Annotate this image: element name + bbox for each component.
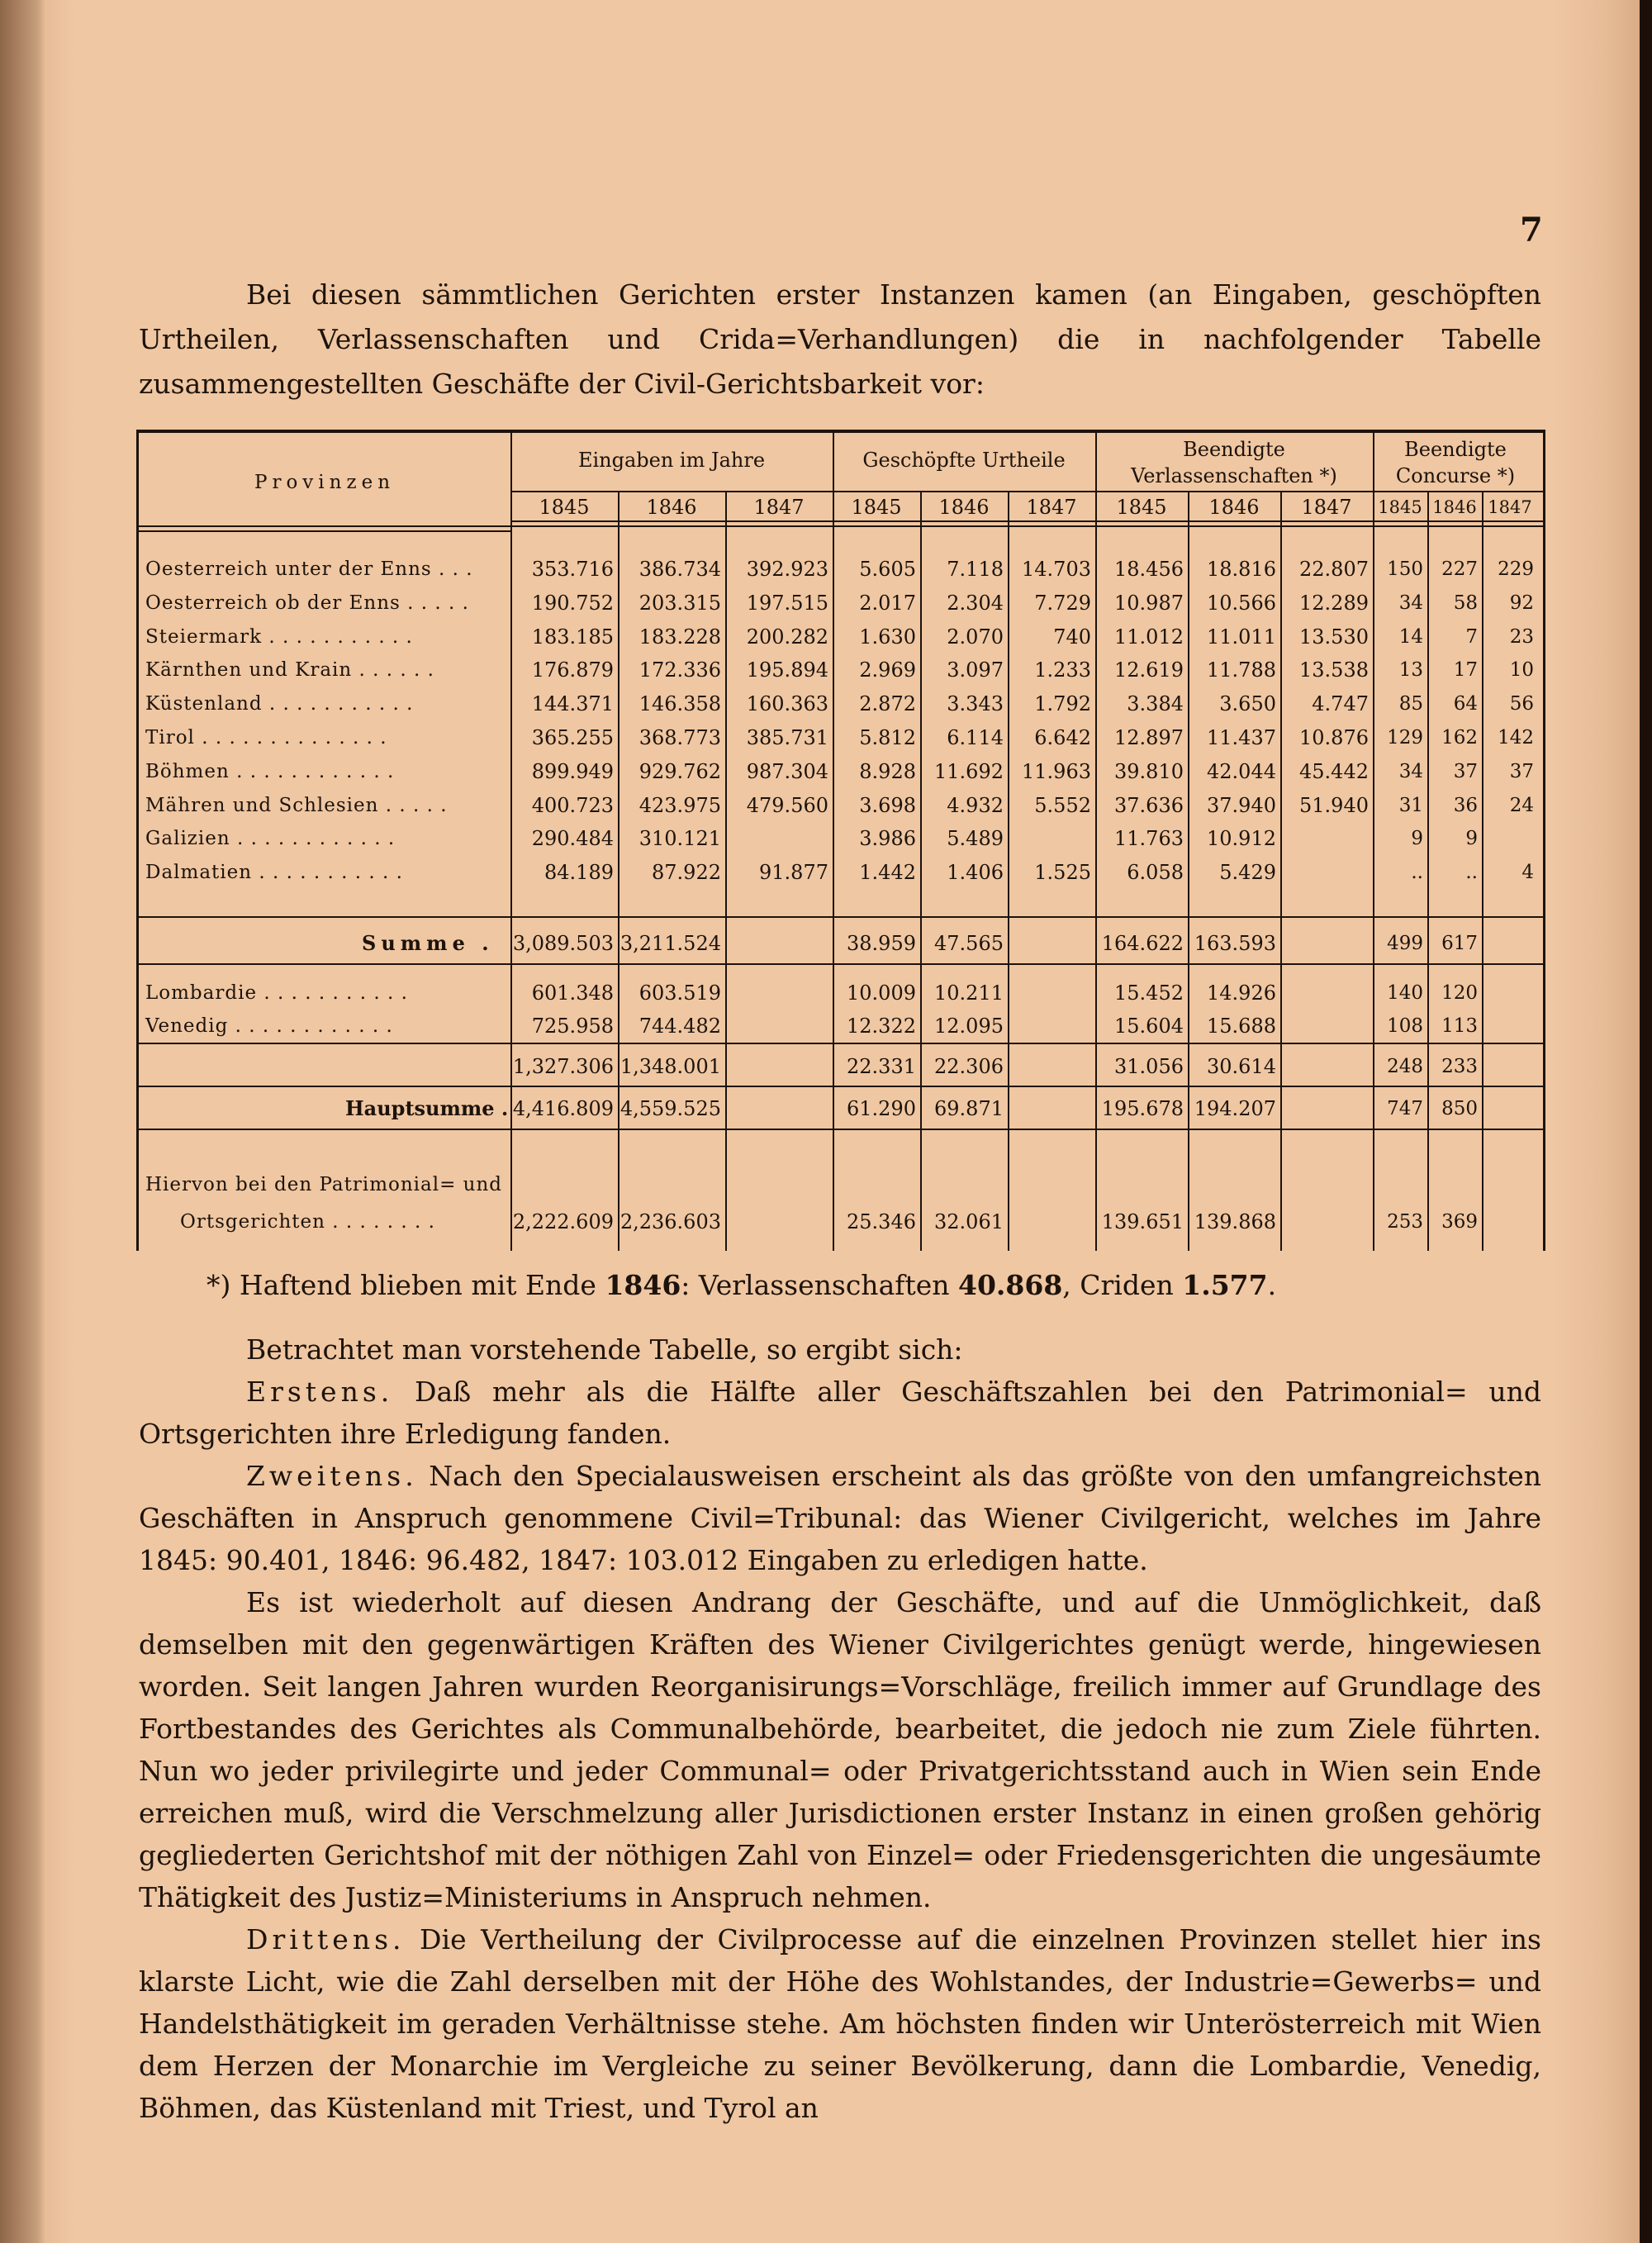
- year-header: 1845: [1378, 497, 1422, 517]
- year-header: 1847: [1026, 496, 1077, 519]
- summe-row-value: 47.565: [934, 932, 1004, 955]
- province-row-value: 13: [1398, 659, 1423, 682]
- lomb-row-value: 725.958: [531, 1015, 614, 1038]
- province-row-label: Böhmen . . . . . . . . . . . .: [145, 760, 395, 782]
- province-row-label: Oesterreich unter der Enns . . .: [145, 558, 473, 580]
- province-row-value: 423.975: [638, 793, 721, 817]
- hauptsumme-row-value: 194.207: [1194, 1097, 1276, 1120]
- province-row-value: 18.816: [1207, 558, 1276, 581]
- province-row-value: 11.011: [1207, 625, 1276, 649]
- province-row-value: 1.792: [1034, 692, 1091, 716]
- province-row-value: 14: [1398, 625, 1423, 648]
- lomb-row-value: 744.482: [638, 1015, 721, 1038]
- header-rule: [510, 520, 1543, 522]
- footnote-mid2: , Criden: [1062, 1269, 1183, 1301]
- summe-bottom-rule: [139, 963, 1543, 965]
- province-row-value: 176.879: [531, 658, 614, 682]
- province-row-value: 10.566: [1207, 591, 1276, 615]
- table-footnote: [206, 1269, 1276, 1301]
- year-header: 1847: [1488, 497, 1532, 517]
- province-row-value: ..: [1465, 862, 1478, 884]
- year-header: 1845: [1116, 496, 1167, 519]
- province-row-value: 1.406: [947, 861, 1004, 885]
- province-row-value: 899.949: [531, 759, 614, 783]
- footnote-prefix: *) Haftend blieben mit Ende: [206, 1269, 605, 1301]
- province-row-value: 197.515: [746, 591, 828, 615]
- province-row-value: 385.731: [746, 726, 828, 749]
- lomb-row-value: 120: [1441, 982, 1478, 1004]
- header-concurse-2: Concurse *): [1395, 464, 1516, 487]
- patrimonial-row-value: 25.346: [847, 1210, 916, 1233]
- patrimonial-row-value: 369: [1441, 1211, 1478, 1233]
- province-row-label: Kärnthen und Krain . . . . . .: [145, 659, 434, 682]
- province-row-value: 56: [1509, 693, 1534, 715]
- province-row-label: Mähren und Schlesien . . . . .: [145, 794, 448, 816]
- lomb-row-value: 108: [1387, 1015, 1423, 1037]
- lomb-sum-row-value: 1,327.306: [512, 1055, 614, 1078]
- lomb-sum-row-value: 30.614: [1207, 1055, 1276, 1078]
- footnote-criden: 1.577: [1182, 1269, 1268, 1301]
- province-row-value: 5.429: [1219, 861, 1276, 885]
- hauptsumme-row-value: 61.290: [847, 1097, 916, 1120]
- province-row-value: 479.560: [746, 793, 828, 817]
- province-row-value: 183.228: [638, 625, 721, 649]
- province-row-value: 183.185: [531, 625, 614, 649]
- year-header: 1846: [938, 496, 990, 519]
- province-row-value: 6.642: [1034, 726, 1091, 749]
- province-row-value: 6.058: [1127, 861, 1184, 885]
- province-row-value: ..: [1411, 862, 1423, 884]
- province-row-value: 6.114: [947, 726, 1004, 749]
- lomb-row-label: Lombardie . . . . . . . . . . .: [145, 982, 408, 1004]
- footnote-mid1: : Verlassenschaften: [681, 1269, 958, 1301]
- lomb-row-value: 12.322: [847, 1015, 916, 1038]
- province-row-value: 11.763: [1114, 827, 1184, 851]
- province-row-value: 12.897: [1114, 726, 1184, 749]
- province-row-value: 23: [1509, 625, 1534, 648]
- province-row-value: 13.538: [1299, 658, 1369, 682]
- province-row-value: 190.752: [531, 591, 614, 615]
- province-row-value: 5.552: [1034, 793, 1091, 817]
- province-row-label: Tirol . . . . . . . . . . . . . .: [145, 727, 387, 748]
- province-row-value: 9: [1465, 828, 1478, 850]
- province-row-value: 10.876: [1299, 726, 1369, 749]
- province-row-value: 2.017: [859, 591, 916, 615]
- province-row-value: 8.928: [859, 759, 916, 783]
- province-row-value: 3.384: [1127, 692, 1184, 716]
- province-row-value: 2.070: [947, 625, 1004, 649]
- year-header: 1846: [1432, 497, 1477, 517]
- province-row-value: 31: [1398, 794, 1423, 816]
- lomb-sum-row-value: 248: [1387, 1056, 1423, 1077]
- year-header: 1847: [753, 496, 805, 519]
- province-row-value: 3.097: [947, 658, 1004, 682]
- page-binding-shadow: [0, 0, 45, 2243]
- hauptsumme-label: Hauptsumme .: [345, 1096, 509, 1120]
- province-row-value: 365.255: [531, 726, 614, 749]
- summe-row-value: 164.622: [1101, 932, 1184, 955]
- patrimonial-label-1: Hiervon bei den Patrimonial= und: [145, 1174, 503, 1195]
- province-row-value: 10.987: [1114, 591, 1184, 615]
- patrimonial-row-value: 139.868: [1194, 1210, 1276, 1233]
- province-row-value: 92: [1509, 592, 1534, 614]
- year-header: 1845: [851, 496, 902, 519]
- hauptsumme-row-value: 195.678: [1101, 1097, 1184, 1120]
- province-row-value: 129: [1387, 727, 1423, 748]
- patrimonial-row-value: 32.061: [934, 1210, 1004, 1233]
- paragraph-zweitens: Zweitens. Nach den Specialausweisen erscheint als das größte von den umfangreichsten Geschäften in Anspruch genommene Civil=Tribunal: das Wiener Civilgericht, welches im Jahre 1845: 90.401, 1846: 96.482, 1847: 103.012 Eingaben zu erledigen hatte.: [139, 1460, 1541, 1576]
- lomb-row-value: 603.519: [638, 981, 721, 1005]
- province-row-value: 11.788: [1207, 658, 1276, 682]
- province-row-value: 37.636: [1114, 793, 1184, 817]
- province-row-value: 51.940: [1299, 793, 1369, 817]
- province-row-value: 7.729: [1034, 591, 1091, 615]
- province-row-value: 36: [1453, 794, 1478, 816]
- province-row-value: 34: [1398, 760, 1423, 782]
- province-row-value: 37: [1509, 760, 1534, 782]
- province-row-label: Oesterreich ob der Enns . . . . .: [145, 592, 469, 614]
- summe-row-value: 3,089.503: [512, 932, 614, 955]
- province-row-value: 7: [1465, 625, 1478, 648]
- header-rule: [510, 491, 1543, 492]
- lomb-sum-top-rule: [139, 1043, 1543, 1044]
- hauptsumme-row-value: 4,559.525: [620, 1097, 721, 1120]
- province-row-value: 7.118: [947, 558, 1004, 581]
- province-row-value: 386.734: [638, 558, 721, 581]
- body-text: [139, 1328, 1541, 2129]
- province-row-value: 34: [1398, 592, 1423, 614]
- province-row-value: 146.358: [638, 692, 721, 716]
- province-row-value: 368.773: [638, 726, 721, 749]
- province-row-value: 200.282: [746, 625, 828, 649]
- province-row-value: 929.762: [638, 759, 721, 783]
- province-row-value: 160.363: [746, 692, 828, 716]
- province-row-value: 3.986: [859, 827, 916, 851]
- lomb-row-value: 113: [1441, 1015, 1478, 1037]
- province-row-value: 11.012: [1114, 625, 1184, 649]
- province-row-value: 14.703: [1022, 558, 1091, 581]
- province-row-value: 2.304: [947, 591, 1004, 615]
- province-row-value: 17: [1453, 659, 1478, 682]
- province-row-value: 58: [1453, 592, 1478, 614]
- paragraph-erstens: Erstens. Daß mehr als die Hälfte aller Geschäftszahlen bei den Patrimonial= und Ortsgerichten ihre Erledigung fanden.: [139, 1376, 1541, 1450]
- province-row-value: 5.812: [859, 726, 916, 749]
- page-number: 7: [1520, 211, 1543, 249]
- summe-row-value: 499: [1387, 933, 1423, 954]
- province-row-value: 45.442: [1299, 759, 1369, 783]
- province-row-label: Küstenland . . . . . . . . . . .: [145, 693, 414, 715]
- summe-row-value: 163.593: [1194, 932, 1276, 955]
- lomb-row-value: 10.211: [934, 981, 1004, 1005]
- header-concurse-1: Beendigte: [1404, 438, 1507, 461]
- province-row-value: 37.940: [1207, 793, 1276, 817]
- header-eingaben: Eingaben im Jahre: [577, 449, 766, 472]
- intro-paragraph: Bei diesen sämmtlichen Gerichten erster Instanzen kamen (an Eingaben, geschöpften Urtheilen, Verlassenschaften und Crida=Verhandlungen) die in nachfolgender Tabelle zusammengestellten Geschäfte der Civil-Gerichtsbarkeit vor:: [139, 278, 1541, 400]
- patrimonial-row-value: 2,222.609: [512, 1210, 614, 1233]
- province-row-value: 12.289: [1299, 591, 1369, 615]
- province-row-value: 4.932: [947, 793, 1004, 817]
- province-row-value: 172.336: [638, 658, 721, 682]
- province-row-value: 10: [1509, 659, 1534, 682]
- province-row-value: 290.484: [531, 827, 614, 851]
- header-verlassenschaften-2: Verlassenschaften *): [1131, 464, 1337, 487]
- summe-row-value: 38.959: [847, 932, 916, 955]
- province-row-value: 2.872: [859, 692, 916, 716]
- hauptsumme-row-value: 747: [1387, 1098, 1423, 1119]
- province-row-value: 11.963: [1022, 759, 1091, 783]
- lomb-row-value: 15.604: [1114, 1015, 1184, 1038]
- province-row-value: 3.698: [859, 793, 916, 817]
- province-row-value: 1.525: [1034, 861, 1091, 885]
- province-row-value: 5.489: [947, 827, 1004, 851]
- province-row-value: 144.371: [531, 692, 614, 716]
- province-row-value: 195.894: [746, 658, 828, 682]
- lomb-sum-bottom-rule: [139, 1086, 1543, 1087]
- province-row-value: 150: [1387, 558, 1423, 580]
- paragraph-wiederholt: Es ist wiederholt auf diesen Andrang der Geschäfte, und auf die Unmöglichkeit, daß demselben mit den gegenwärtigen Kräften des Wiener Civilgerichtes genügt werde, hingewiesen worden. Seit langen Jahren wurden Reorganisirungs=Vorschläge, freilich immer auf Grundlage des Fortbestandes des Gerichtes als Communalbehörde, bearbeitet, die jedoch nie zum Ziele führten. Nun wo jeder privilegirte und jeder Communal= oder Privatgerichtsstand auch in Wien sein Ende erreichen muß, wird die Verschmelzung aller Jurisdictionen erster Instanz in einen großen gehörig gegliederten Gerichtshof mit der nöthigen Zahl von Einzel= oder Friedensgerichten die ungesäumte Thätigkeit des Justiz=Ministeriums in Anspruch nehmen.: [139, 1586, 1541, 1913]
- hauptsumme-row-value: 69.871: [934, 1097, 1004, 1120]
- province-row-value: 85: [1398, 693, 1423, 715]
- paragraph-drittens: Drittens. Die Vertheilung der Civilprocesse auf die einzelnen Provinzen stellet hier ins klarste Licht, wie die Zahl derselben mit der Höhe des Wohlstandes, der Industrie=Gewerbs= und Handelsthätigkeit im geraden Verhältnisse stehe. Am höchsten finden wir Unterösterreich mit Wien dem Herzen der Monarchie im Vergleiche zu seiner Bevölkerung, dann die Lombardie, Venedig, Böhmen, das Küstenland mit Triest, und Tyrol an: [139, 1923, 1541, 2124]
- paragraph-intro: Betrachtet man vorstehende Tabelle, so ergibt sich:: [246, 1333, 963, 1366]
- paragraph-label: Erstens.: [246, 1376, 394, 1408]
- province-row-value: 4: [1521, 862, 1534, 884]
- province-row-label: Dalmatien . . . . . . . . . . .: [145, 862, 403, 884]
- lomb-sum-row-value: 22.331: [847, 1055, 916, 1078]
- header-rule: [139, 530, 510, 532]
- summe-top-rule: [139, 916, 1543, 918]
- year-header: 1845: [539, 496, 590, 519]
- province-row-value: 162: [1441, 727, 1478, 748]
- province-row-value: 1.442: [859, 861, 916, 885]
- province-row-value: 12.619: [1114, 658, 1184, 682]
- summe-row-value: 617: [1441, 933, 1478, 954]
- province-row-value: 1.233: [1034, 658, 1091, 682]
- lomb-row-value: 140: [1387, 982, 1423, 1004]
- footnote-end: .: [1267, 1269, 1277, 1301]
- hauptsumme-bottom-rule: [139, 1129, 1543, 1130]
- province-row-label: Galizien . . . . . . . . . . . .: [145, 828, 396, 850]
- lomb-row-value: 12.095: [934, 1015, 1004, 1038]
- province-row-value: 1.630: [859, 625, 916, 649]
- province-row-value: 987.304: [746, 759, 828, 783]
- province-row-value: 4.747: [1312, 692, 1369, 716]
- header-urtheile: Geschöpfte Urtheile: [862, 449, 1066, 472]
- footnote-verlassenschaften: 40.868: [958, 1269, 1063, 1301]
- province-row-value: 3.650: [1219, 692, 1276, 716]
- province-row-value: 42.044: [1207, 759, 1276, 783]
- paragraph-label: Zweitens.: [246, 1460, 418, 1492]
- year-header: 1846: [646, 496, 697, 519]
- lomb-sum-row-value: 1,348.001: [620, 1055, 721, 1078]
- patrimonial-label-2: Ortsgerichten . . . . . . . .: [180, 1211, 435, 1233]
- province-row-value: 64: [1453, 693, 1478, 715]
- hauptsumme-row-value: 4,416.809: [512, 1097, 614, 1120]
- province-row-value: 84.189: [544, 861, 614, 885]
- province-row-value: 87.922: [652, 861, 721, 885]
- lomb-row-value: 10.009: [847, 981, 916, 1005]
- province-row-value: 37: [1453, 760, 1478, 782]
- header-verlassenschaften-1: Beendigte: [1183, 438, 1285, 461]
- lomb-row-label: Venedig . . . . . . . . . . . .: [145, 1015, 393, 1037]
- lomb-sum-row-value: 31.056: [1114, 1055, 1184, 1078]
- province-row-value: 142: [1498, 727, 1534, 748]
- province-row-value: 5.605: [859, 558, 916, 581]
- province-row-value: 18.456: [1114, 558, 1184, 581]
- province-row-value: 3.343: [947, 692, 1004, 716]
- lomb-row-value: 601.348: [531, 981, 614, 1005]
- province-row-value: 392.923: [746, 558, 828, 581]
- province-row-value: 353.716: [531, 558, 614, 581]
- year-header: 1846: [1208, 496, 1260, 519]
- province-row-label: Steiermark . . . . . . . . . . .: [145, 625, 413, 648]
- province-row-value: 203.315: [638, 591, 721, 615]
- paragraph-label: Drittens.: [246, 1923, 406, 1955]
- province-row-value: 11.437: [1207, 726, 1276, 749]
- statistics-table: [136, 430, 1545, 1251]
- patrimonial-row-value: 253: [1387, 1211, 1423, 1233]
- lomb-row-value: 15.688: [1207, 1015, 1276, 1038]
- province-row-value: 310.121: [638, 827, 721, 851]
- province-row-value: 2.969: [859, 658, 916, 682]
- header-bottom-rule: [139, 525, 1543, 527]
- patrimonial-row-value: 2,236.603: [620, 1210, 721, 1233]
- patrimonial-row-value: 139.651: [1101, 1210, 1184, 1233]
- summe-row-value: 3,211.524: [620, 932, 721, 955]
- lomb-row-value: 14.926: [1207, 981, 1276, 1005]
- province-row-value: 13.530: [1299, 625, 1369, 649]
- province-row-value: 39.810: [1114, 759, 1184, 783]
- province-row-value: 229: [1498, 558, 1534, 580]
- lomb-row-value: 15.452: [1114, 981, 1184, 1005]
- province-row-value: 91.877: [759, 861, 828, 885]
- header-provinces: Provinzen: [254, 472, 396, 493]
- lomb-sum-row-value: 22.306: [934, 1055, 1004, 1078]
- summe-label: Summe .: [362, 931, 494, 955]
- year-header: 1847: [1301, 496, 1352, 519]
- province-row-value: 9: [1411, 828, 1423, 850]
- province-row-value: 11.692: [934, 759, 1004, 783]
- province-row-value: 22.807: [1299, 558, 1369, 581]
- province-row-value: 400.723: [531, 793, 614, 817]
- footnote-year: 1846: [605, 1269, 681, 1301]
- lomb-sum-row-value: 233: [1441, 1056, 1478, 1077]
- province-row-value: 740: [1053, 625, 1091, 649]
- province-row-value: 24: [1509, 794, 1534, 816]
- province-row-value: 227: [1441, 558, 1478, 580]
- province-row-value: 10.912: [1207, 827, 1276, 851]
- hauptsumme-row-value: 850: [1441, 1098, 1478, 1119]
